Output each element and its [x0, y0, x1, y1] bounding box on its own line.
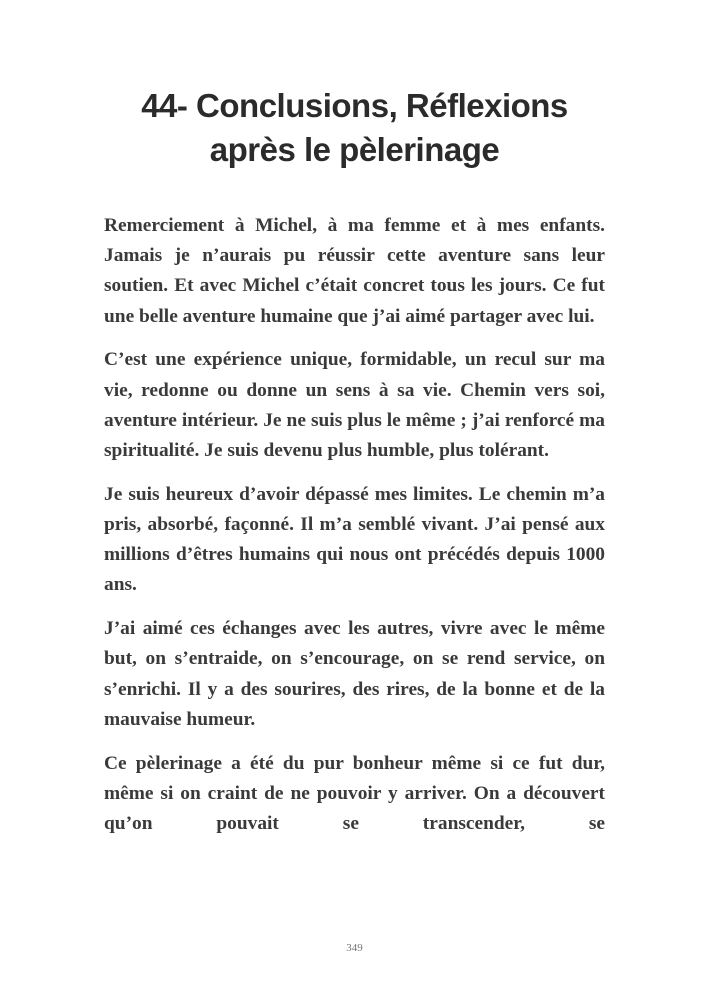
chapter-body — [104, 211, 605, 853]
paragraph: Je suis heureux d’avoir dépassé mes limites. Le chemin m’a pris, absorbé, façonné. Il m’a semblé vivant. J’ai pensé aux millions d’êtres humains qui nous ont précédés depuis 1000 ans. — [104, 483, 605, 596]
page-number: 349 — [346, 942, 363, 954]
chapter-title-line-2: après le pèlerinage — [209, 131, 500, 168]
chapter-title — [0, 84, 709, 172]
paragraph: Ce pèlerinage a été du pur bonheur même si ce fut dur, même si on craint de ne pouvoir y arriver. On a découvert qu’on pouvait se transcender, se — [104, 752, 605, 835]
chapter-title-line-1: 44- Conclusions, Réflexions — [141, 87, 568, 124]
paragraph: C’est une expérience unique, formidable, un recul sur ma vie, redonne ou donne un sens à sa vie. Chemin vers soi, aventure intérieur. Je ne suis plus le même ; j’ai renforcé ma spiritualité. Je suis devenu plus humble, plus tolérant. — [104, 349, 605, 462]
paragraph: J’ai aimé ces échanges avec les autres, vivre avec le même but, on s’entraide, on s’encourage, on se rend service, on s’enrichi. Il y a des sourires, des rires, de la bonne et de la mauvaise humeur. — [104, 618, 605, 730]
paragraph: Remerciement à Michel, à ma femme et à mes enfants. Jamais je n’aurais pu réussir cette aventure sans leur soutien. Et avec Michel c’était concret tous les jours. Ce fut une belle aventure humaine que j’ai aimé partager avec lui. — [104, 215, 605, 327]
